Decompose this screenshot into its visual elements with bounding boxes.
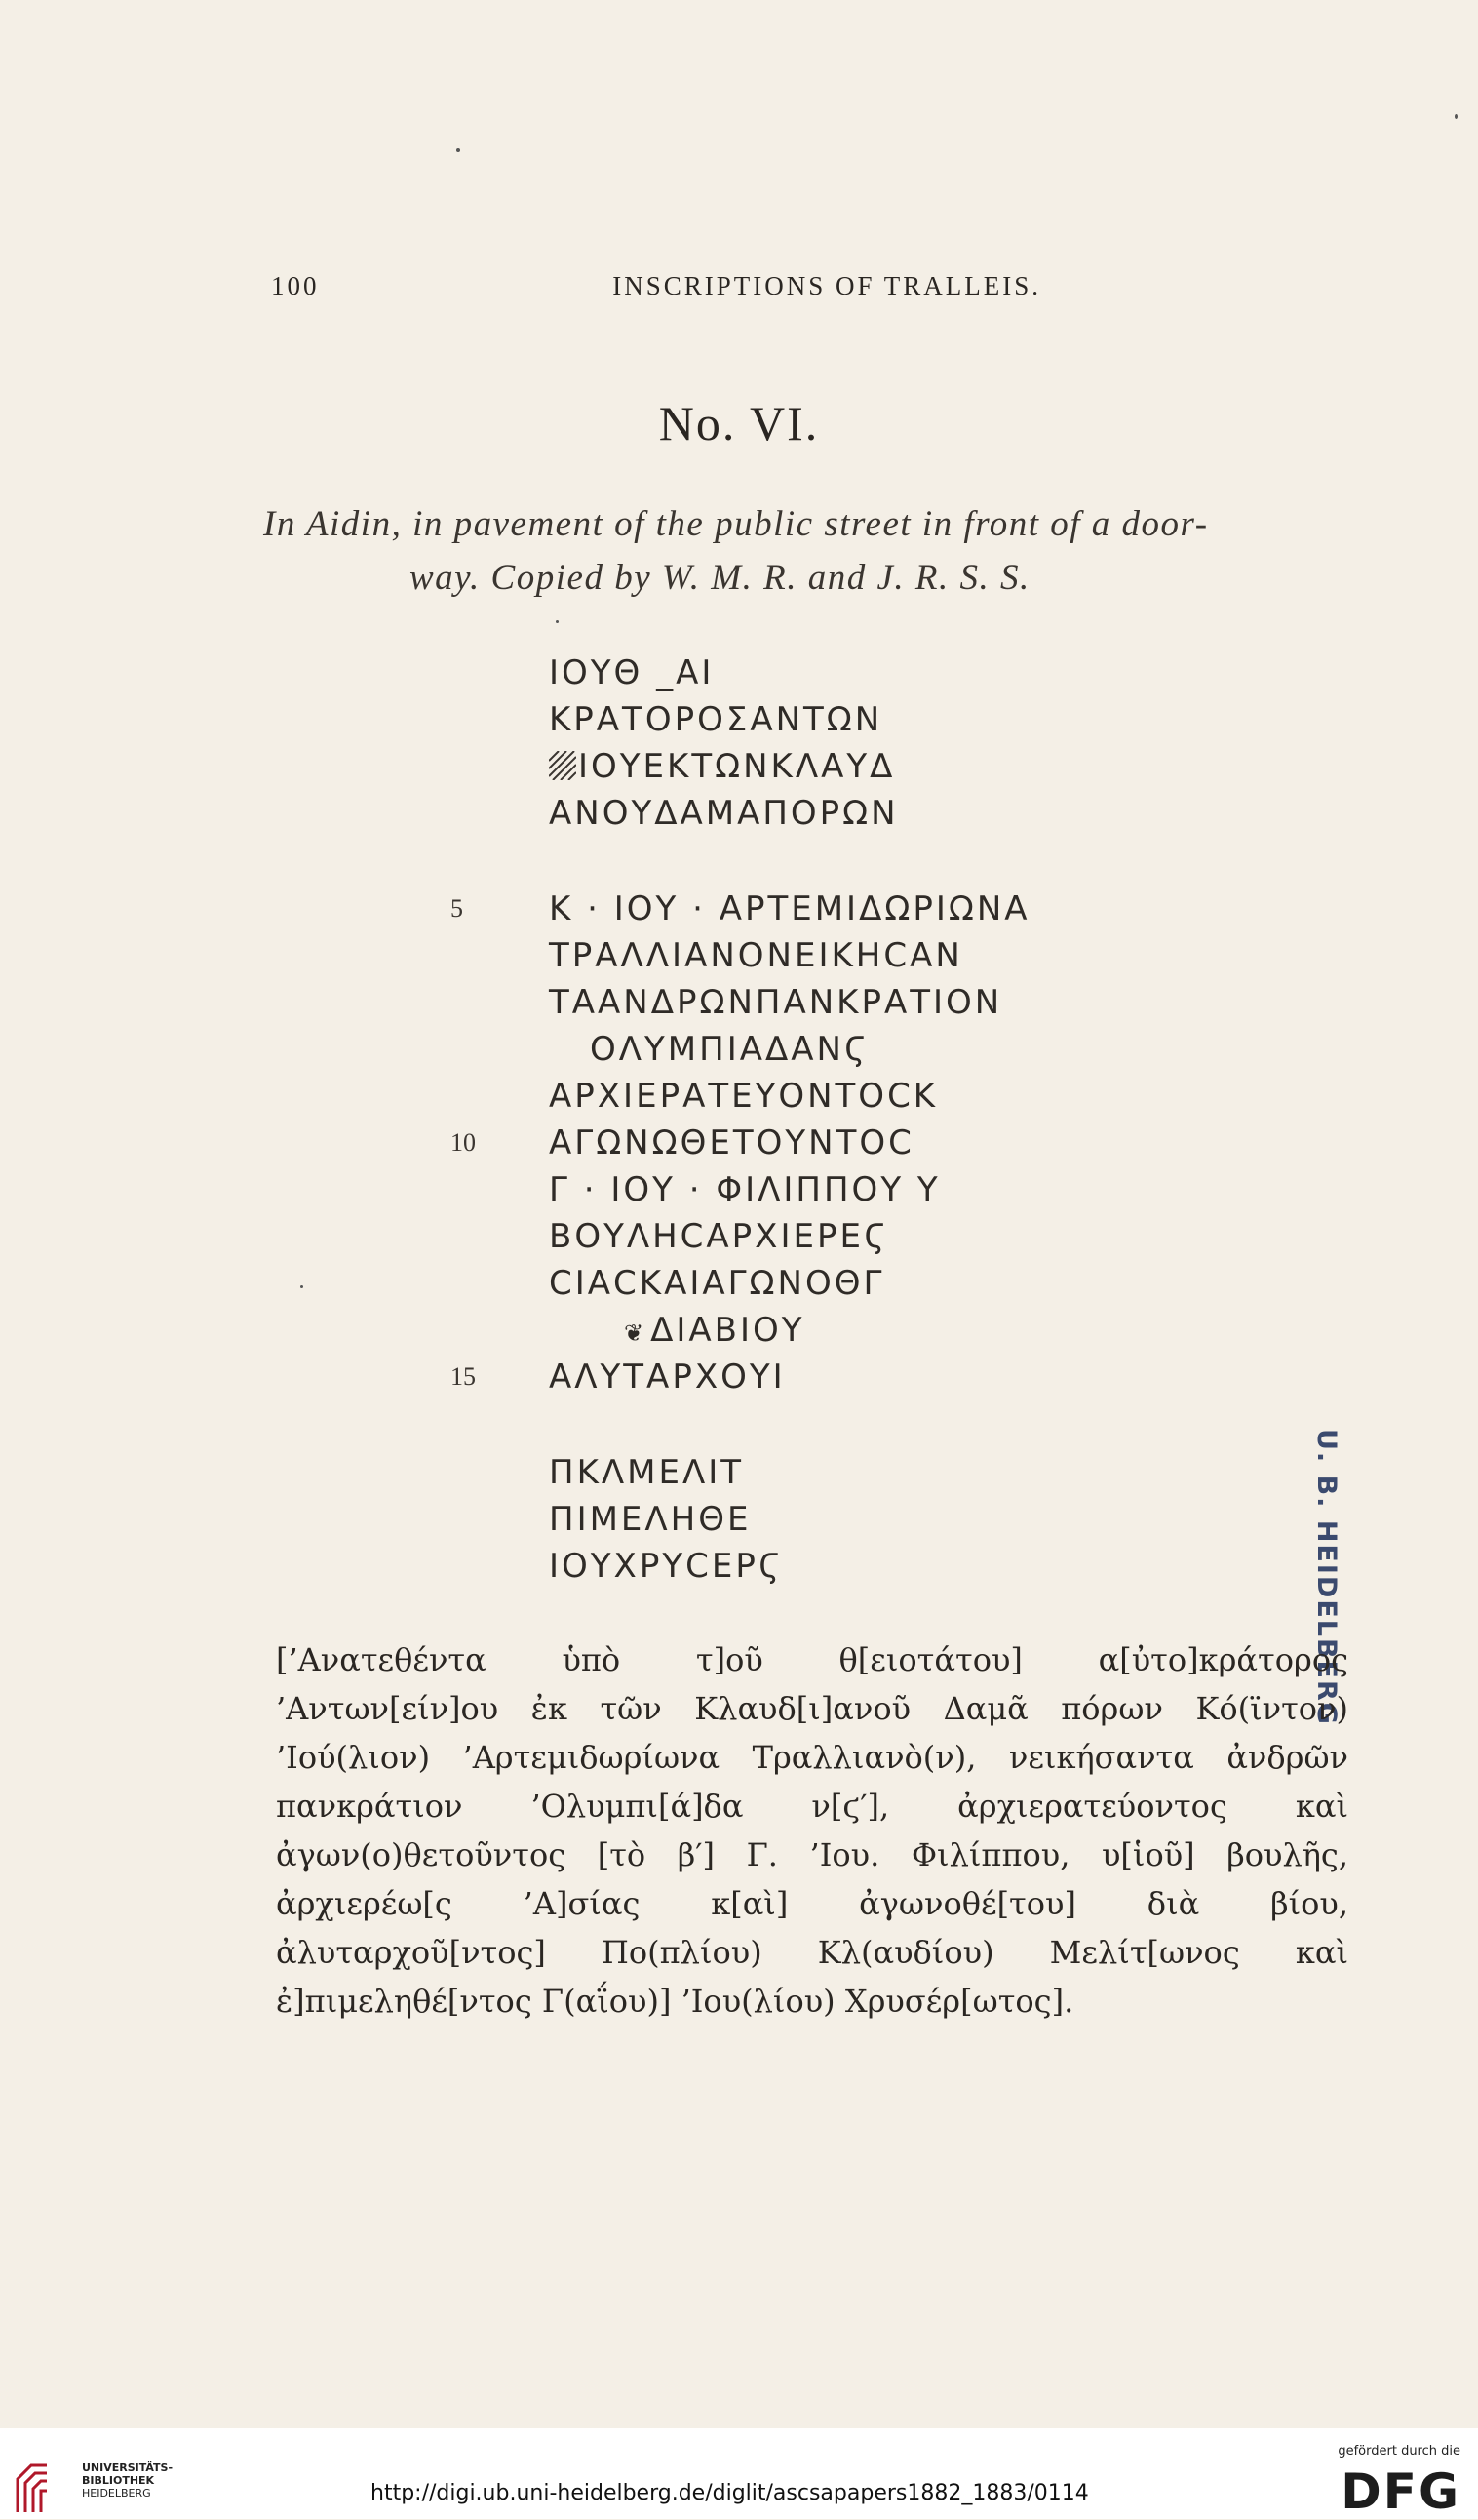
transcription-line: [’Ανατεθέντα ὑπὸ τ]οῦ θ[ειοτάτου] α[ὐτο]κράτορος <box>276 1641 1348 1678</box>
digitization-footer <box>0 2428 1478 2519</box>
transcription-line: ’Αντων[είν]ου ἐκ τῶν Κλαυδ[ι]ανοῦ Δαμᾶ πόρων Κό(ϊντον) <box>276 1690 1348 1727</box>
transcription-line: ἀγων(ο)θετοῦντος [τὸ β′] Γ. ’Ιου. Φιλίππου, υ[ἱοῦ] βουλῆς, <box>276 1836 1348 1873</box>
funding-caption: gefördert durch die <box>1338 2444 1460 2459</box>
transcription-line: ἐ]πιμεληθέ[ντος Γ(αΐου)] ’Ιου(λίου) Χρυσέρ[ωτος]. <box>276 1983 1074 2020</box>
permalink-url[interactable]: http://digi.ub.uni-heidelberg.de/diglit/ascsapapers1882_1883/0114 <box>370 2481 1089 2505</box>
scan-speck <box>556 620 559 623</box>
inscription-line: 15 ΑΛΥΤΑΡΧΟΥΙ <box>450 1358 786 1397</box>
inscription-line: ΠΙΜΕΛΗΘΕ <box>549 1500 752 1539</box>
inscription-majuscule-text <box>450 650 1116 1590</box>
inscription-line: ΤΑΑΝΔΡΩΝΠΑΝΚΡΑΤΙΟΝ <box>549 983 1003 1022</box>
library-logo-text: UNIVERSITÄTS- BIBLIOTHEK HEIDELBERG <box>82 2461 174 2500</box>
provenance-note <box>263 497 1345 605</box>
inscription-line: ΤΡΑΛΛΙΑΝΟΝΕΙΚΗCΑΝ <box>549 936 963 975</box>
transcription-line: ’Ιού(λιον) ’Αρτεμιδωρίωνα Τραλλιανὸ(ν), νεικήσαντα ἀνδρῶν <box>276 1739 1348 1776</box>
inscription-line: Γ · ΙΟΥ · ΦΙΛΙΠΠΟΥ Υ <box>549 1170 941 1209</box>
inscription-line: 10 ΑΓΩΝΩΘΕΤΟΥΝΤΟC <box>450 1123 914 1162</box>
provenance-line-2: way. Copied by W. M. R. and J. R. S. S. <box>409 558 1031 598</box>
greek-transcription <box>276 1635 1348 2026</box>
scan-speck <box>1455 114 1458 119</box>
transcription-line: ἀρχιερέω[ς ’Α]σίας κ[αὶ] ἀγωνοθέ[του] διὰ βίου, <box>276 1885 1348 1922</box>
inscription-line-ornamented: ❦ ΔΙΑΒΙΟΥ <box>624 1311 805 1350</box>
leaf-ornament-icon: ❦ <box>624 1319 647 1347</box>
inscription-line <box>492 743 1116 790</box>
inscription-line: ΑΡΧΙΕΡΑΤΕΥΟΝΤΟCΚ <box>549 1077 939 1116</box>
inscription-line: ΠΚΛΜΕΛΙΤ <box>549 1453 744 1492</box>
transcription-line: πανκράτιον ’Ολυμπι[ά]δα ν[ϛ′], ἀρχιερατεύοντος καὶ <box>276 1788 1348 1825</box>
provenance-line-1: In Aidin, in pavement of the public street in front of a door- <box>263 504 1209 544</box>
inscription-line: CΙΑCΚΑΙΑΓΩΝΟΘΓ <box>549 1264 885 1303</box>
inscription-line: 5 Κ · ΙΟΥ · ΑΡΤΕΜΙΔΩΡΙΩΝΑ <box>450 889 1031 928</box>
running-head <box>271 271 1041 310</box>
dfg-logo-icon: DFG <box>1341 2463 1460 2520</box>
inscription-line-damaged: ΙΟΥΕΚΤΩΝΚΛΑΥΔ <box>549 743 895 790</box>
inscription-line <box>492 1307 1116 1354</box>
library-stamp: U. B. HEIDELBERG <box>1311 1429 1342 1726</box>
dfg-funding-logo <box>1295 2444 1460 2520</box>
scan-speck <box>300 1285 303 1288</box>
section-title: No. VI. <box>658 396 820 451</box>
library-logo <box>14 2461 199 2515</box>
library-logo-icon <box>14 2461 72 2515</box>
inscription-line: ΒΟΥΛΗCΑΡΧΙΕΡΕϚ <box>549 1217 889 1256</box>
inscription-line: ΙΟΥΘ _ΑΙ <box>549 653 715 692</box>
page-number: 100 <box>271 271 320 300</box>
running-title: INSCRIPTIONS OF TRALLEIS. <box>612 271 1041 300</box>
inscription-line: ΟΛΥΜΠΙΑΔΑΝϚ <box>590 1030 869 1069</box>
inscription-line: ΙΟΥΧΡΥCΕΡϚ <box>549 1547 783 1586</box>
damage-hatch-icon <box>549 751 576 780</box>
inscription-line: ΑΝΟΥΔΑΜΑΠΟΡΩΝ <box>549 794 899 833</box>
inscription-line: ΚΡΑΤΟΡΟΣΑΝΤΩΝ <box>549 700 883 739</box>
scan-speck <box>456 148 460 152</box>
transcription-line: ἀλυταρχοῦ[ντος] Πο(πλίου) Κλ(αυδίου) Μελίτ[ωνος καὶ <box>276 1934 1348 1971</box>
